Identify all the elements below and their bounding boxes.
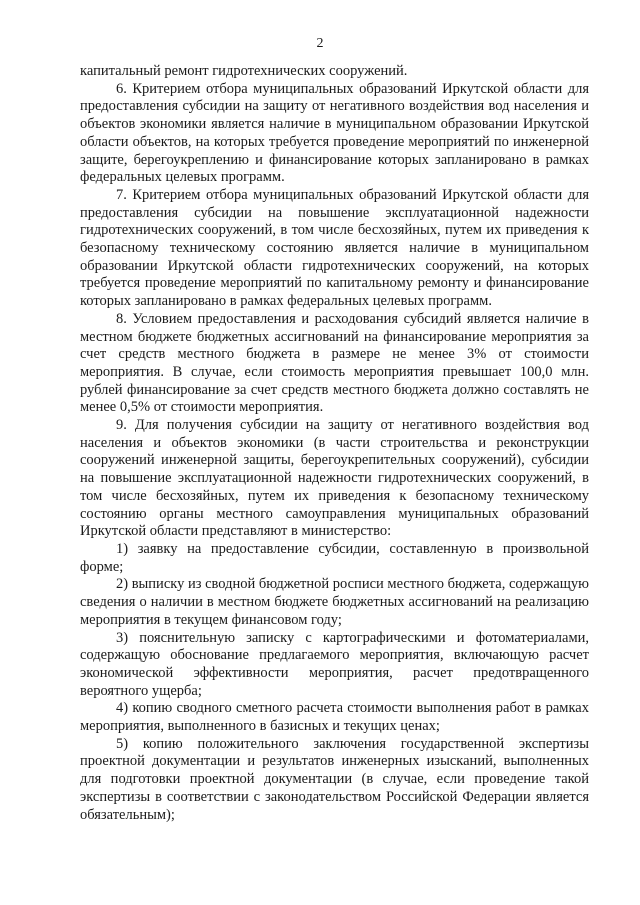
paragraph-item-6: 6. Критерием отбора муниципальных образований Иркутской области для предоставления субсидии на защиту от негативного воздействия вод населения и объектов экономики является наличие в муниципальном образовании Иркутской области объектов, на которых требуется проведение мероприятий по инженерной защите, берегоукреплению и финансирование которых запланировано в рамках федеральных целевых программ. bbox=[80, 80, 589, 186]
list-item-5: 5) копию положительного заключения государственной экспертизы проектной документации и результатов инженерных изысканий, выполненных для подготовки проектной документации (в случае, если проведение такой экспертизы в соответствии с законодательством Российской Федерации является обязательным); bbox=[80, 735, 589, 823]
paragraph-item-7: 7. Критерием отбора муниципальных образований Иркутской области для предоставления субсидии на повышение эксплуатационной надежности гидротехнических сооружений, в том числе бесхозяйных, путем их приведения к безопасному техническому состоянию является наличие в муниципальном образовании Иркутской области гидротехнических сооружений, на которых требуется проведение мероприятий по капитальному ремонту и финансирование которых запланировано в рамках федеральных целевых программ. bbox=[80, 186, 589, 310]
list-item-3: 3) пояснительную записку с картографическими и фотоматериалами, содержащую обоснование предлагаемого мероприятия, включающую расчет экономической эффективности мероприятия, расчет предотвращенного вероятного ущерба; bbox=[80, 629, 589, 699]
list-item-1: 1) заявку на предоставление субсидии, составленную в произвольной форме; bbox=[80, 540, 589, 575]
list-item-4: 4) копию сводного сметного расчета стоимости выполнения работ в рамках мероприятия, выполненного в базисных и текущих ценах; bbox=[80, 700, 589, 735]
paragraph-item-9: 9. Для получения субсидии на защиту от негативного воздействия вод населения и объектов экономики (в части строительства и реконструкции сооружений инженерной защиты, берегоукрепительных сооружений), субсидии на повышение эксплуатационной надежности гидротехнических сооружений, в том числе бесхозяйных, путем их приведения к безопасному техническому состоянию органы местного самоуправления муниципальных образований Иркутской области представляют в министерство: bbox=[80, 417, 589, 540]
page-number: 2 bbox=[316, 36, 324, 51]
paragraph-continuation: капитальный ремонт гидротехнических сооружений. bbox=[80, 63, 408, 79]
paragraph-item-8: 8. Условием предоставления и расходования субсидий является наличие в местном бюджете бюджетных ассигнований на финансирование мероприятия за счет средств местного бюджета в размере не менее 3% от стоимости мероприятия. В случае, если стоимость мероприятия превышает 100,0 млн. рублей финансирование за счет средств местного бюджета должно составлять не менее 0,5% от стоимости мероприятия. bbox=[80, 310, 589, 416]
document-body bbox=[80, 63, 589, 824]
list-item-2: 2) выписку из сводной бюджетной росписи местного бюджета, содержащую сведения о наличии в местном бюджете бюджетных ассигнований на реализацию мероприятия в текущем финансовом году; bbox=[80, 576, 589, 628]
